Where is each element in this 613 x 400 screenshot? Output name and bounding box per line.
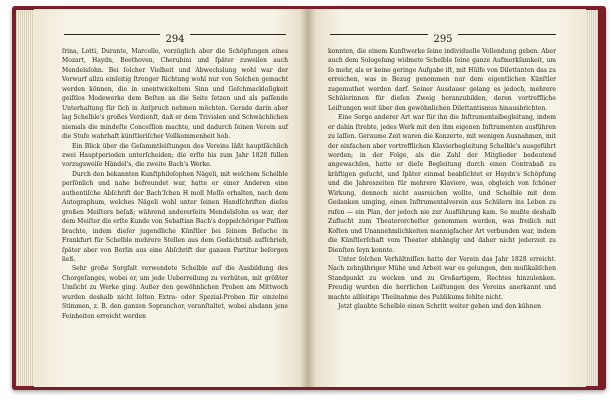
paragraph: Sehr große Sorgfalt verwendete Schelble auf die Ausbildung des Chorgeſanges, wobei er, um jede Ueberreilung zu verhüten, mit größter Umſicht zu Werke ging. Außer den gewöhnlichen Proben am Mittwoch wurden deshalb nicht ſelten Extra- oder Spezial-Proben für einzelne Stimmen, z. B. den ganzen Sopranchor, veranſtaltet, wobei alsdann jene Feinheiten erreicht werden bbox=[62, 265, 288, 320]
paragraph: Ein Blick über die Geſammtleiſtungen des Vereins läßt hauptſächlich zwei Hauptperioden unterſcheiden; die erſte bis zum Jahr 1828 füllen vorzugsweiſe Händel's, die zweite Bach's Werke. bbox=[62, 142, 288, 169]
left-page-text bbox=[62, 47, 288, 321]
left-page-header bbox=[64, 27, 286, 45]
right-page-header bbox=[330, 27, 556, 45]
header-rule bbox=[454, 34, 556, 35]
left-page bbox=[34, 9, 308, 387]
header-rule bbox=[186, 34, 286, 35]
book-gutter bbox=[300, 9, 316, 387]
header-rule bbox=[330, 34, 432, 35]
paragraph: ſrina, Lotti, Durante, Marcello, vorzüglich aber die Schöpfungen eines Mozart, Haydn, Beethoven, Cherubini und ſpäter zuweilen auch Mendelsſohn. Bei ſolcher Vielheit und Abwechslung wohl war der Vorwurf allzu einſeitig ſtrenger Richtung wohl nur von Solchen gemacht werden können, die in unentwickeltem Sinn und Geſchmackloſigkeit geiſtlos Modewerke dem Beſten an die Seite ſetzen und als paſſende Unterhaltung für ſich in Anſpruch nehmen möchten. Gerade darin aber lag Schelble's großes Verdienſt, daß er dem Trivialen und Schwächlichen niemals die mindeſte Conceſſion machte, und dadurch ſeinen Verein auf die Stufe wahrhaft künſtleriſcher Vollkommenheit hob. bbox=[62, 48, 288, 141]
paragraph: Eine Sorge anderer Art war für ihn die Inſtrumentalbegleitung, indem er dahin ſtrebte, jedes Werk mit den ihm eigenen Inſtrumenten ausführen zu laſſen. Geraume Zeit waren die Konzerte, mit wenigen Ausnahmen, mit der einfachen aber vortrefflichen Klavierbegleitung Schelble's ausgeführt worden; in der Folge, als die Zahl der Mitglieder bedeutend angewachſen, hatte er dieſe Begleitung durch einen Contrabaß zu kräftigen geſucht, und ſpäter einmal beabſichtet er Haydn's Schöpfung und die Jahreszeiten für mehrere Klaviere, was, obgleich von ſchöner Wirkung, dennoch nicht ausreichen wollte, und Schelble mit dem Gedanken umging, einen Inſtrumentalverein aus Schülern ins Leben zu rufen — ein Plan, der jedoch nie zur Ausführung kam. So mußte deshalb Zuflucht zum Theaterorcheſter genommen werden, was freilich mit Koſten und Unannehmlichkeiten mannigfacher Art verbunden war, indem die Künſtlerſchaft vom Theater abhängig und daher nicht jederzeit zu Dienſten ſeyn konnte. bbox=[328, 114, 556, 254]
right-page bbox=[308, 9, 586, 387]
page-edges-left bbox=[16, 10, 36, 386]
page-edges-right bbox=[584, 10, 598, 386]
paragraph: konnten, die einem Kunſtwerke ſeine individuelle Vollendung geben. Aber auch dem Sologeſang widmete Schelble ſeine ganze Aufmerkſamkeit, um ſo mehr, als er keine geringe Aufgabe iſt, mit Hülfe von Dilettanten das zu erreichen, was in Bezug genommen nur dem eigentlichen Künſtler zugemuthet werden darf. Seiner Ausdauer gelang es jedoch, mehrere Schülerinnen für dieſen Zweig heranzubilden, deren vortreffliche Leiſtungen weit über den gewöhnlichen Dilettantismus hinausbrichten. bbox=[328, 48, 556, 112]
page-number: 294 bbox=[160, 33, 189, 47]
paragraph: Jetzt glaubte Schelble einen Schritt weiter gehen und den kühnen bbox=[338, 303, 542, 311]
page-number: 295 bbox=[428, 33, 457, 47]
paragraph: Durch den bekannten Kunſtphiloſophen Nägeli, mit welchem Schelble perſönlich und nahe befreundet war, hatte er einer Anderen eine authentiſche Abſchrift der Bach'ſchen H moll Meſſe erhalten, nach dem Autographum, welches Nägeli wohl unter ſeinen Handſchriften dieſes großen Meiſters beſaß; während andererſeits Mendelsſohn es war, der dem Meiſter die erſte Kunde von Sebaſtian Bach's doppelchöriger Paſſion brachte, indem dieſer jugendliche Künſtler bei ſeinem Beſuche in Frankfurt für Schelble mehrere Stellen aus dem Gedächtniß aufſchrieb, ſpäter aber von Berlin aus eine Abſchrift der ganzen Partitur beſorgen ließ. bbox=[62, 170, 288, 263]
right-page-text bbox=[328, 47, 556, 312]
paragraph: Unter ſolchen Verhältniſſen hatte der Verein das Jahr 1828 erreicht. Nach zehnjähriger Mühe und Arbeit war es gelungen, den muſikaliſchen Standpunkt zu wecken und zu Großartigem, Rechtes hinzulenken. Freudig wurden die herrlichen Leiſtungen des Vereins anerkannt und machte allſeitige Theilnahme des Publikums fehlte nicht. bbox=[328, 255, 556, 301]
header-rule bbox=[64, 34, 164, 35]
